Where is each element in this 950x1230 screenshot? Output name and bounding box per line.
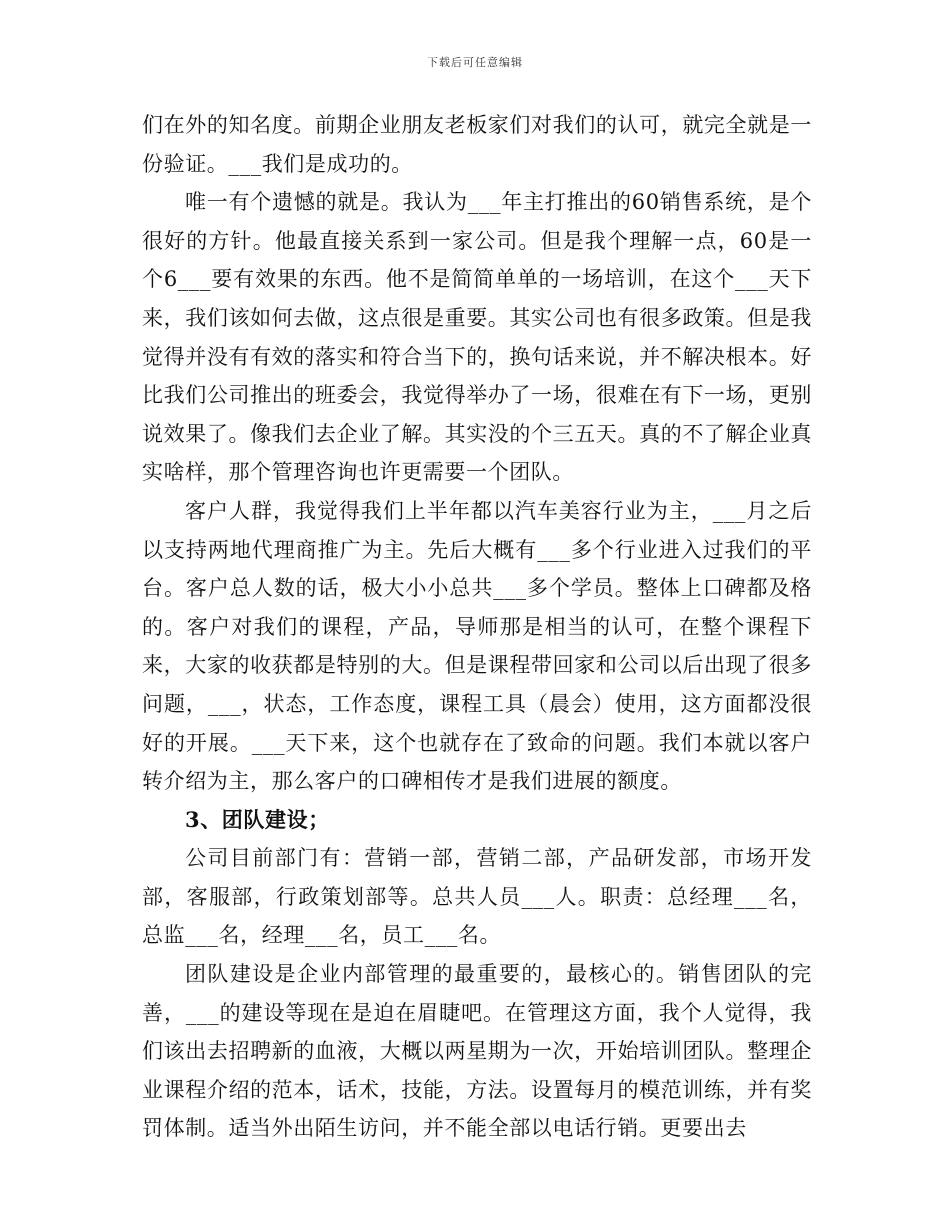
page-header: 下载后可任意编辑 xyxy=(427,56,523,69)
paragraph-continuation: 们在外的知名度。前期企业朋友老板家们对我们的认可，就完全就是一份验证。___我们是成功的。 xyxy=(142,113,812,176)
section-heading-team-building: 3、团队建设； xyxy=(185,806,330,832)
paragraph-regret: 唯一有个遗憾的就是。我认为___年主打推出的60销售系统，是个很好的方针。他最直接关系到一家公司。但是我个理解一点，60是一个6___要有效果的东西。他不是简简单单的一场培训，在这个___天下来，我们该如何去做，这点很是重要。其实公司也有很多政策。但是我觉得并没有有效的落实和符合当下的，换句话来说，并不解决根本。好比我们公司推出的班委会，我觉得举办了一场，很难在有下一场，更别说效果了。像我们去企业了解。其实没的个三五天。真的不了解企业真实啥样，那个管理咨询也许更需要一个团队。 xyxy=(142,190,812,485)
paragraph-team-building: 团队建设是企业内部管理的最重要的，最核心的。销售团队的完善，___的建设等现在是迫在眉睫吧。在管理这方面，我个人觉得，我们该出去招聘新的血液，大概以两星期为一次，开始培训团队。整理企业课程介绍的范本，话术，技能，方法。设置每月的模范训练，并有奖罚体制。适当外出陌生访问，并不能全部以电话行销。更要出去 xyxy=(142,962,812,1141)
paragraph-departments: 公司目前部门有：营销一部，营销二部，产品研发部，市场开发部，客服部，行政策划部等。总共人员___人。职责：总经理___名，总监___名，经理___名，员工___名。 xyxy=(142,846,812,948)
paragraph-customers: 客户人群，我觉得我们上半年都以汽车美容行业为主，___月之后以支持两地代理商推广为主。先后大概有___多个行业进入过我们的平台。客户总人数的话，极大小小总共___多个学员。整体上口碑都及格的。客户对我们的课程，产品，导师那是相当的认可，在整个课程下来，大家的收获都是特别的大。但是课程带回家和公司以后出现了很多问题，___，状态，工作态度，课程工具（晨会）使用，这方面都没很好的开展。___天下来，这个也就存在了致命的问题。我们本就以客户转介绍为主，那么客户的口碑相传才是我们进展的额度。 xyxy=(142,498,812,794)
document-body xyxy=(142,106,812,1148)
